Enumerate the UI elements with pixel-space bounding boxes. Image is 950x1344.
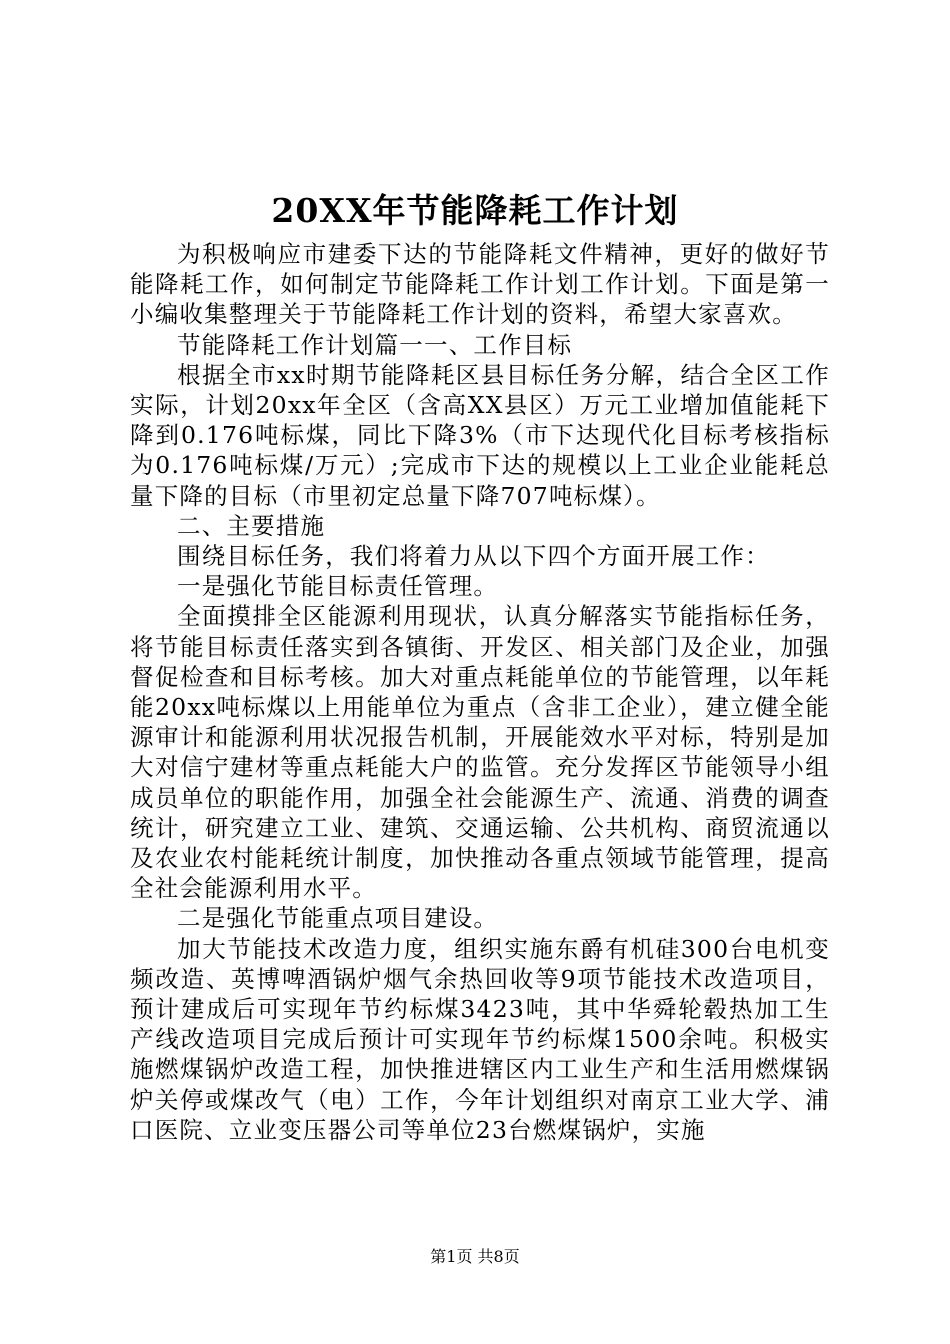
paragraph-measure-1: 全面摸排全区能源利用现状，认真分解落实节能指标任务，将节能目标责任落实到各镇街、开发区、相关部门及企业，加强督促检查和目标考核。加大对重点耗能单位的节能管理，以年耗能20xx吨标煤以上用能单位为重点（含非工企业），建立健全能源审计和能源利用状况报告机制，开展能效水平对标，特别是加大对信宁建材等重点耗能大户的监管。充分发挥区节能领导小组成员单位的职能作用，加强全社会能源生产、流通、消费的调查统计，研究建立工业、建筑、交通运输、公共机构、商贸流通以及农业农村能耗统计制度，加快推动各重点领域节能管理，提高全社会能源利用水平。 — [130, 602, 830, 903]
document-title: 20XX年节能降耗工作计划 — [271, 191, 679, 230]
paragraph-heading-measures: 二、主要措施 — [177, 511, 326, 540]
paragraph-heading-measure-2: 二是强化节能重点项目建设。 — [177, 904, 499, 933]
page-footer: 第1页 共8页 — [430, 1247, 520, 1266]
paragraph-goal: 根据全市xx时期节能降耗区县目标任务分解，结合全区工作实际，计划20xx年全区（含高XX县区）万元工业增加值能耗下降到0.176吨标煤，同比下降3%（市下达现代化目标考核指标为0.176吨标煤/万元）;完成市下达的规模以上工业企业能耗总量下降的目标（市里初定总量下降707吨标煤）。 — [130, 360, 830, 510]
paragraph-measure-2: 加大节能技术改造力度，组织实施东爵有机硅300台电机变频改造、英博啤酒锅炉烟气余热回收等9项节能技术改造项目，预计建成后可实现年节约标煤3423吨，其中华舜轮毂热加工生产线改造项目完成后预计可实现年节约标煤1500余吨。积极实施燃煤锅炉改造工程，加快推进辖区内工业生产和生活用燃煤锅炉关停或煤改气（电）工作，今年计划组织对南京工业大学、浦口医院、立业变压器公司等单位23台燃煤锅炉，实施 — [130, 934, 830, 1144]
paragraph-intro: 为积极响应市建委下达的节能降耗文件精神，更好的做好节能降耗工作，如何制定节能降耗工作计划工作计划。下面是第一小编收集整理关于节能降耗工作计划的资料，希望大家喜欢。 — [130, 240, 830, 329]
paragraph-heading-goal: 节能降耗工作计划篇一一、工作目标 — [177, 330, 573, 359]
document-body — [130, 239, 830, 1145]
paragraph-heading-measure-1: 一是强化节能目标责任管理。 — [177, 572, 499, 601]
paragraph-measures-intro: 围绕目标任务，我们将着力从以下四个方面开展工作： — [177, 542, 770, 571]
